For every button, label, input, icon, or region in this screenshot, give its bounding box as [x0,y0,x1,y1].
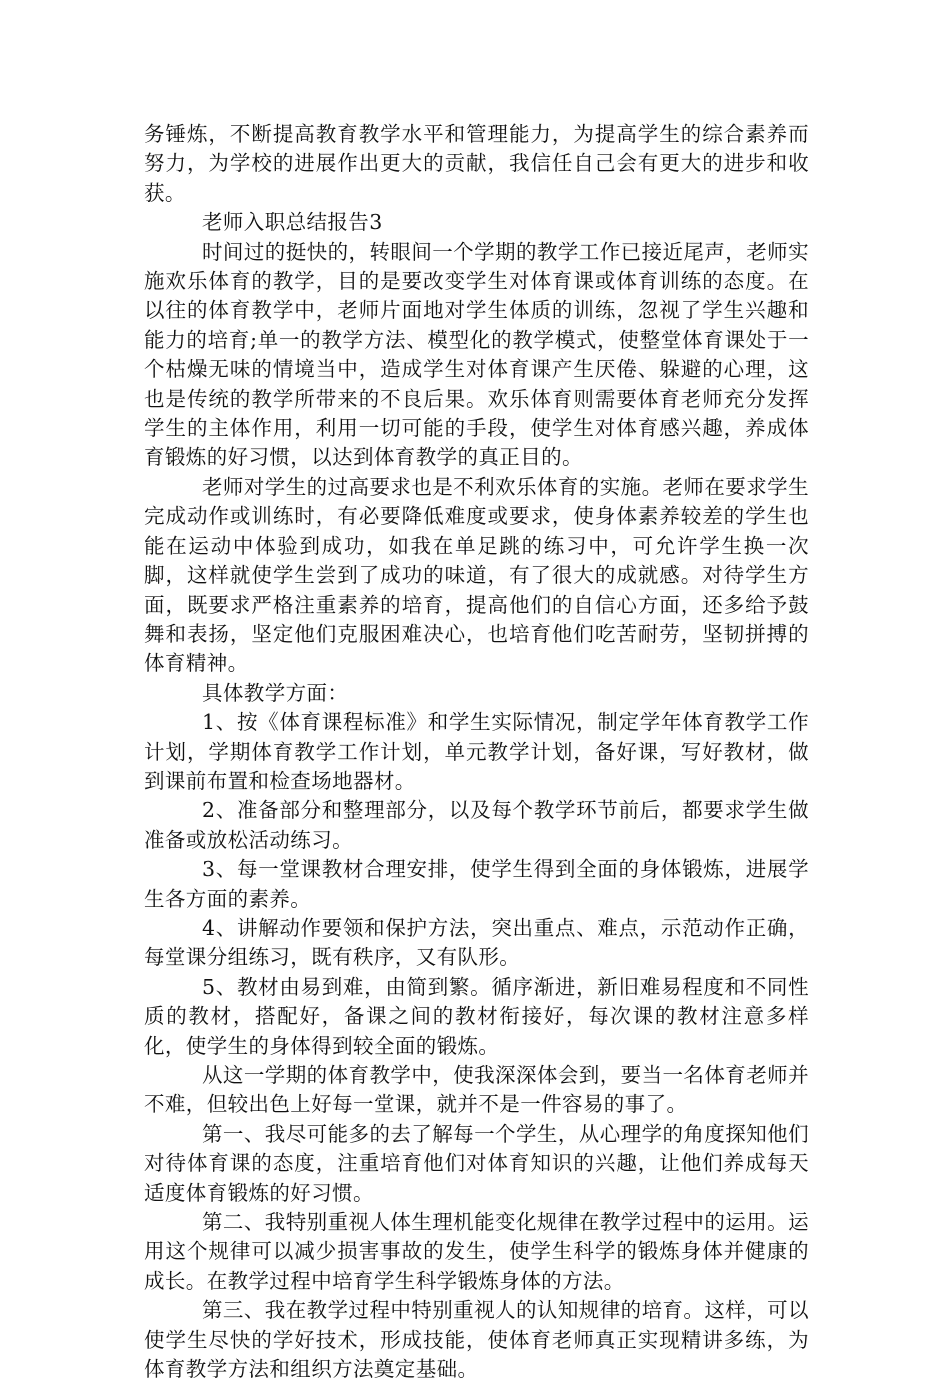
paragraph: 第一、我尽可能多的去了解每一个学生，从心理学的角度探知他们对待体育课的态度，注重培育他们对体育知识的兴趣，让他们养成每天适度体育锻炼的好习惯。 [144,1121,809,1205]
document-page [144,120,809,1384]
list-item: 2、准备部分和整理部分，以及每个教学环节前后，都要求学生做准备或放松活动练习。 [144,798,809,852]
paragraph: 从这一学期的体育教学中，使我深深体会到，要当一名体育老师并不难，但较出色上好每一堂课，就并不是一件容易的事了。 [144,1063,809,1117]
list-item: 5、教材由易到难，由简到繁。循序渐进，新旧难易程度和不同性质的教材，搭配好，备课之间的教材衔接好，每次课的教材注意多样化，使学生的身体得到较全面的锻炼。 [144,974,809,1058]
section-heading: 老师入职总结报告3 [202,210,383,235]
paragraph-continued: 务锤炼，不断提高教育教学水平和管理能力，为提高学生的综合素养而努力，为学校的进展作出更大的贡献，我信任自己会有更大的进步和收获。 [144,122,809,205]
list-item: 4、讲解动作要领和保护方法，突出重点、难点，示范动作正确，每堂课分组练习，既有秩序，又有队形。 [144,915,809,970]
subheading: 具体教学方面： [202,680,349,705]
paragraph: 第三、我在教学过程中特别重视人的认知规律的培育。这样，可以使学生尽快的学好技术，形成技能，使体育老师真正实现精讲多练，为体育教学方法和组织方法奠定基础。 [144,1298,809,1382]
list-item: 1、按《体育课程标准》和学生实际情况，制定学年体育教学工作计划，学期体育教学工作计划，单元教学计划，备好课，写好教材，做到课前布置和检查场地器材。 [144,710,809,793]
list-item: 3、每一堂课教材合理安排，使学生得到全面的身体锻炼，进展学生各方面的素养。 [144,857,809,911]
paragraph: 时间过的挺快的，转眼间一个学期的教学工作已接近尾声，老师实施欢乐体育的教学，目的是要改变学生对体育课或体育训练的态度。在以往的体育教学中，老师片面地对学生体质的训练，忽视了学生兴趣和能力的培育;单一的教学方法、模型化的教学模式，使整堂体育课处于一个枯燥无味的情境当中，造成学生对体育课产生厌倦、躲避的心理，这也是传统的教学所带来的不良后果。欢乐体育则需要体育老师充分发挥学生的主体作用，利用一切可能的手段，使学生对体育感兴趣，养成体育锻炼的好习惯，以达到体育教学的真正目的。 [144,239,809,470]
paragraph: 第二、我特别重视人体生理机能变化规律在教学过程中的运用。运用这个规律可以减少损害事故的发生，使学生科学的锻炼身体并健康的成长。在教学过程中培育学生科学锻炼身体的方法。 [144,1210,809,1293]
paragraph: 老师对学生的过高要求也是不利欢乐体育的实施。老师在要求学生完成动作或训练时，有必要降低难度或要求，使身体素养较差的学生也能在运动中体验到成功，如我在单足跳的练习中，可允许学生换一次脚，这样就使学生尝到了成功的味道，有了很大的成就感。对待学生方面，既要求严格注重素养的培育，提高他们的自信心方面，还多给予鼓舞和表扬，坚定他们克服困难决心，也培育他们吃苦耐劳，坚韧拼搏的体育精神。 [144,474,809,676]
